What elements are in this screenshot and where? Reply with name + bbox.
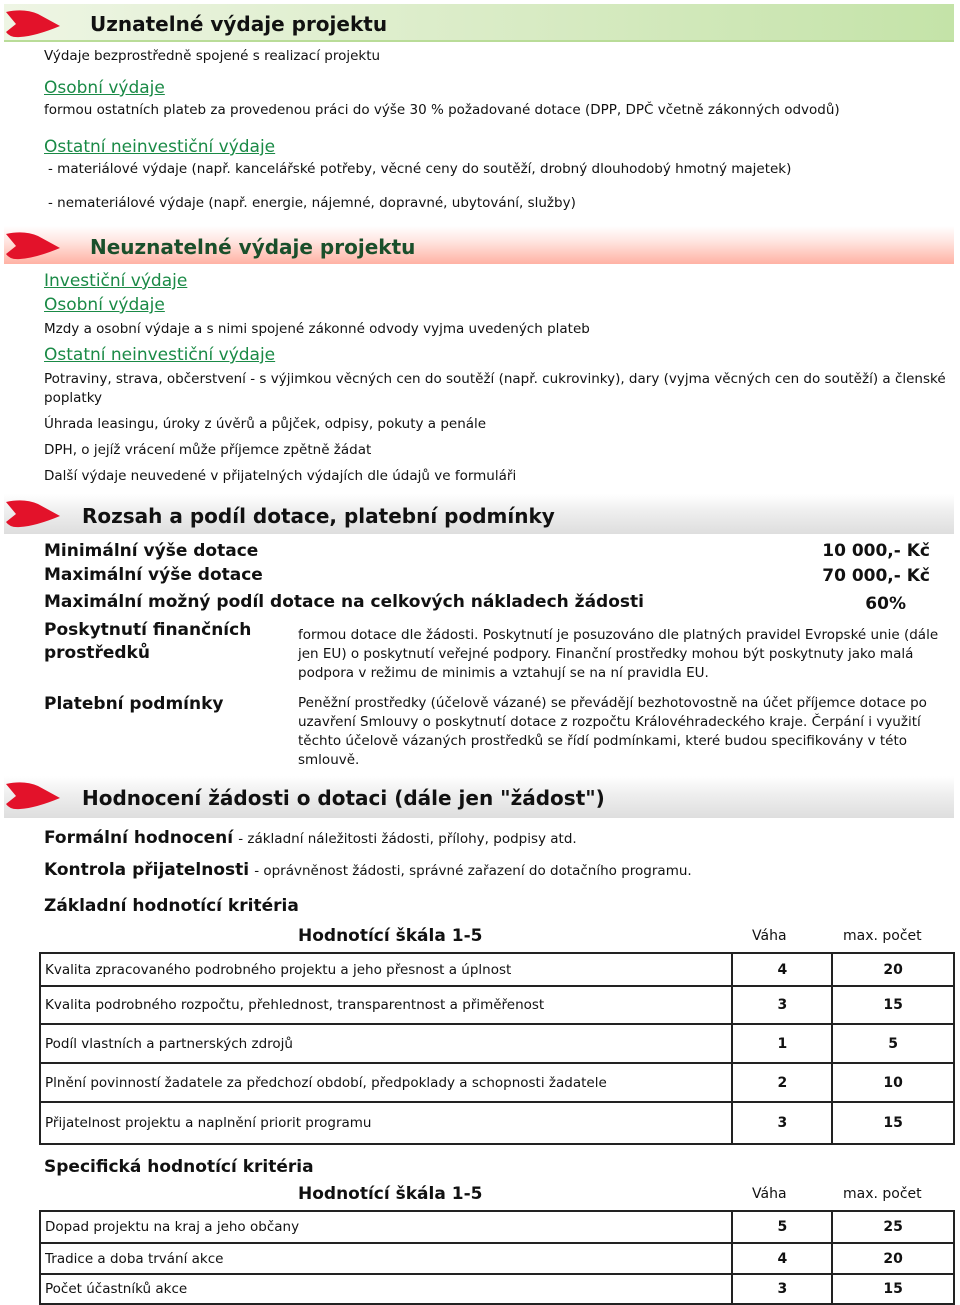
criterion-weight: 4	[732, 953, 832, 986]
provision-text: formou dotace dle žádosti. Poskytnutí je posuzováno dle platných pravidel Evropské unie (dále jen EU) o poskytnutí veřejné podpory. Finanční prostředky mohou být poskytnuty jako malá podpora v režimu de minimis a vztahují se na ní pravidla EU.	[298, 627, 939, 681]
formal-evaluation-row	[44, 828, 577, 848]
scale-header: Hodnotící škála 1-5	[298, 926, 483, 946]
red-arrow-icon	[2, 496, 64, 530]
formal-evaluation-label: Formální hodnocení	[44, 828, 234, 848]
criterion-name: Počet účastníků akce	[40, 1274, 732, 1304]
criterion-max: 15	[832, 986, 954, 1024]
formal-evaluation-text: - základní náležitosti žádosti, přílohy, podpisy atd.	[238, 831, 577, 847]
criterion-max: 10	[832, 1063, 954, 1102]
criterion-max: 25	[832, 1211, 954, 1243]
criterion-max: 15	[832, 1274, 954, 1304]
criterion-weight: 5	[732, 1211, 832, 1243]
min-subsidy-label: Minimální výše dotace	[44, 541, 259, 561]
criterion-weight: 1	[732, 1024, 832, 1063]
payment-terms-text: Peněžní prostředky (účelově vázané) se převádějí bezhotovostně na účet příjemce dotace po uzavření Smlouvy o poskytnutí dotace z rozpočtu Královéhradeckého kraje. Čerpání i využití těchto účelově vázaných prostředků se řídí podmínkami, které budou specifikovány v této smlouvě.	[298, 695, 927, 768]
max-subsidy-label: Maximální výše dotace	[44, 565, 263, 585]
section-title-scope: Rozsah a podíl dotace, platební podmínky	[82, 504, 555, 528]
weight-header: Váha	[752, 928, 787, 944]
payment-terms-label: Platební podmínky	[44, 694, 224, 714]
red-arrow-icon	[2, 6, 64, 40]
eligible-personal-heading: Osobní výdaje	[44, 78, 165, 98]
criterion-weight: 3	[732, 986, 832, 1024]
acceptability-label: Kontrola přijatelnosti	[44, 860, 250, 880]
eligible-personal-text: formou ostatních plateb za provedenou práci do výše 30 % požadované dotace (DPP, DPČ včetně zákonných odvodů)	[44, 102, 840, 118]
criterion-name: Podíl vlastních a partnerských zdrojů	[40, 1024, 732, 1063]
max-score-header: max. počet	[843, 928, 922, 944]
basic-criteria-heading: Základní hodnotící kritéria	[44, 896, 299, 916]
min-subsidy-value: 10 000,- Kč	[822, 541, 930, 561]
criterion-name: Plnění povinností žadatele za předchozí období, předpoklady a schopnosti žadatele	[40, 1063, 732, 1102]
eligible-intro: Výdaje bezprostředně spojené s realizací projektu	[44, 48, 381, 64]
weight-header: Váha	[752, 1186, 787, 1202]
criterion-weight: 4	[732, 1243, 832, 1274]
criterion-max: 20	[832, 953, 954, 986]
ineligible-other-item: Úhrada leasingu, úroky z úvěrů a půjček, odpisy, pokuty a penále	[44, 416, 487, 432]
acceptability-text: - oprávněnost žádosti, správné zařazení do dotačního programu.	[254, 863, 692, 879]
ineligible-personal-text: Mzdy a osobní výdaje a s nimi spojené zákonné odvody vyjma uvedených plateb	[44, 321, 590, 337]
table-row	[40, 1211, 954, 1243]
criterion-weight: 3	[732, 1274, 832, 1304]
table-row	[40, 953, 954, 986]
specific-criteria-table	[39, 1210, 955, 1305]
criterion-name: Kvalita zpracovaného podrobného projektu a jeho přesnost a úplnost	[40, 953, 732, 986]
ineligible-other-item: DPH, o jejíž vrácení může příjemce zpětně žádat	[44, 442, 372, 458]
section-title-ineligible: Neuznatelné výdaje projektu	[90, 235, 416, 259]
eligible-other-heading: Ostatní neinvestiční výdaje	[44, 137, 276, 157]
criterion-weight: 2	[732, 1063, 832, 1102]
eligible-other-item: - materiálové výdaje (např. kancelářské potřeby, věcné ceny do soutěží, drobný dlouhodobý hmotný majetek)	[48, 161, 792, 177]
max-score-header: max. počet	[843, 1186, 922, 1202]
scale-header: Hodnotící škála 1-5	[298, 1184, 483, 1204]
red-arrow-icon	[2, 228, 64, 262]
ineligible-personal-heading: Osobní výdaje	[44, 295, 165, 315]
table-row	[40, 1024, 954, 1063]
criterion-max: 5	[832, 1024, 954, 1063]
section-title-eligible: Uznatelné výdaje projektu	[90, 12, 388, 36]
ineligible-other-item: Potraviny, strava, občerstvení - s výjimkou věcných cen do soutěží (např. cukrovinky), dary (vyjma věcných cen do soutěží) a členské poplatky	[44, 371, 946, 406]
criterion-max: 15	[832, 1102, 954, 1144]
criterion-name: Tradice a doba trvání akce	[40, 1243, 732, 1274]
specific-criteria-heading: Specifická hodnotící kritéria	[44, 1157, 314, 1177]
acceptability-row	[44, 860, 692, 880]
basic-criteria-table	[39, 952, 955, 1145]
eligible-other-item: - nemateriálové výdaje (např. energie, nájemné, dopravné, ubytování, služby)	[48, 195, 576, 211]
table-row	[40, 1102, 954, 1144]
criterion-name: Přijatelnost projektu a naplnění priorit programu	[40, 1102, 732, 1144]
table-row	[40, 1243, 954, 1274]
ineligible-other-item: Další výdaje neuvedené v přijatelných výdajích dle údajů ve formuláři	[44, 468, 517, 484]
max-subsidy-value: 70 000,- Kč	[822, 566, 930, 586]
criterion-name: Kvalita podrobného rozpočtu, přehlednost, transparentnost a přiměřenost	[40, 986, 732, 1024]
red-arrow-icon	[2, 778, 64, 812]
ineligible-investment-heading: Investiční výdaje	[44, 271, 188, 291]
table-row	[40, 986, 954, 1024]
section-title-evaluation: Hodnocení žádosti o dotaci (dále jen "žádost")	[82, 786, 605, 810]
criterion-weight: 3	[732, 1102, 832, 1144]
ineligible-other-heading: Ostatní neinvestiční výdaje	[44, 345, 276, 365]
criterion-max: 20	[832, 1243, 954, 1274]
table-row	[40, 1063, 954, 1102]
max-share-label: Maximální možný podíl dotace na celkových nákladech žádosti	[44, 592, 644, 612]
table-row	[40, 1274, 954, 1304]
criterion-name: Dopad projektu na kraj a jeho občany	[40, 1211, 732, 1243]
provision-label: Poskytnutí finančních prostředků	[44, 620, 252, 663]
max-share-value: 60%	[865, 594, 906, 614]
